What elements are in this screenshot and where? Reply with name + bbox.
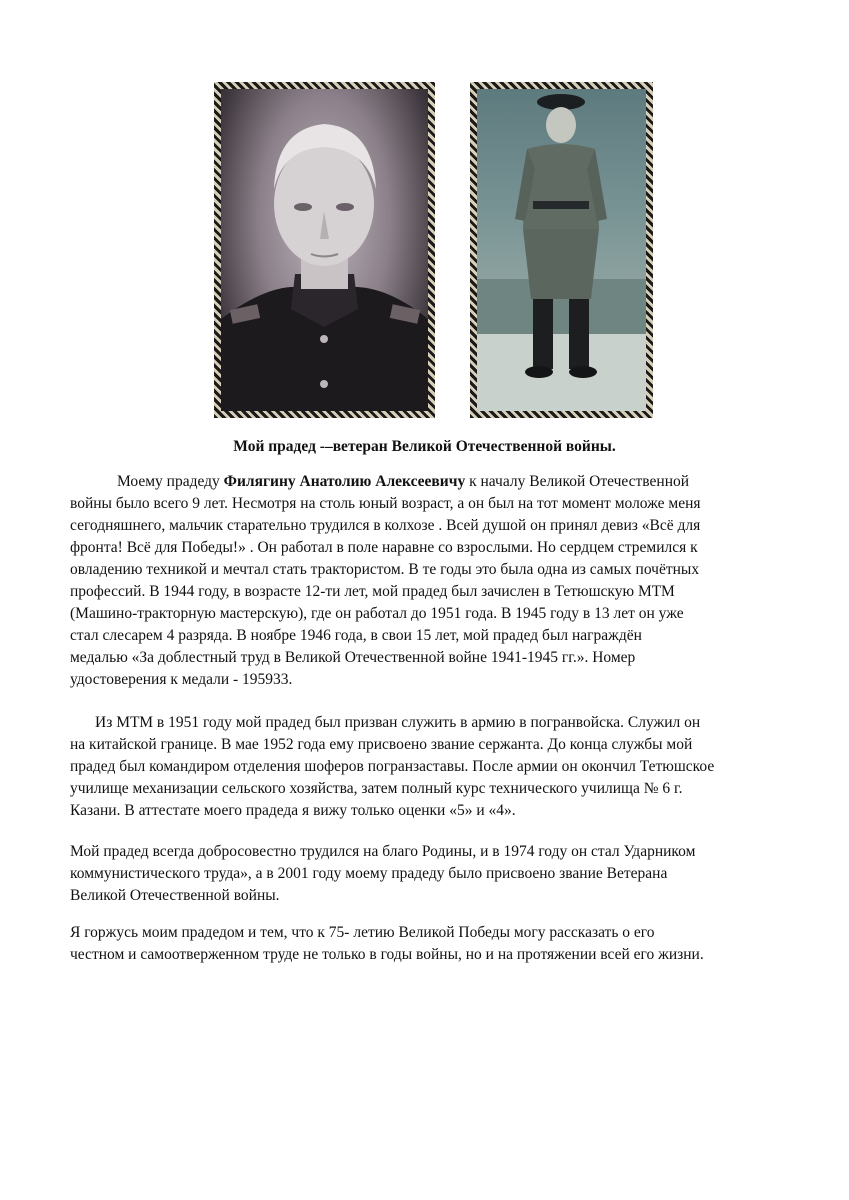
p2-line-5: Казани. В аттестате моего прадеда я вижу только оценки «5» и «4».	[70, 802, 516, 819]
portrait-photo-frame	[214, 82, 435, 418]
portrait-photo	[221, 89, 428, 411]
p1-line-8: стал слесарем 4 разряда. В ноябре 1946 года, в свои 15 лет, мой прадед был награждён	[70, 627, 642, 644]
p2-line-2: на китайской границе. В мае 1952 года ему присвоено звание сержанта. До конца службы мой	[70, 736, 693, 753]
p1-line-5: овладению техникой и мечтал стать трактористом. В те годы это была одна из самых почётных	[70, 561, 700, 578]
paragraph-3	[70, 841, 785, 907]
paragraph-1	[70, 471, 785, 691]
p2-line-3: прадед был командиром отделения шоферов погранзаставы. После армии он окончил Тетюшское	[70, 758, 715, 775]
paragraph-4	[70, 922, 785, 966]
p3-line-3: Великой Отечественной войны.	[70, 887, 280, 904]
p3-line-2: коммунистического труда», а в 2001 году моему прадеду было присвоено звание Ветерана	[70, 865, 668, 882]
soldier-photo	[477, 89, 646, 411]
p1-line-2: войны было всего 9 лет. Несмотря на столь юный возраст, а он был на тот момент моложе меня	[70, 495, 701, 512]
p2-line-1	[70, 712, 785, 734]
p1-line-10: удостоверения к медали - 195933.	[70, 671, 293, 688]
p3-line-1: Мой прадед всегда добросовестно трудился на благо Родины, и в 1974 году он стал Ударником	[70, 843, 696, 860]
p1-line-1-end: к началу Великой Отечественной	[465, 473, 690, 490]
p2-line-1-text: Из МТМ в 1951 году мой прадед был призван служить в армию в погранвойска. Служил он	[95, 714, 701, 731]
p1-line-1	[70, 471, 785, 493]
great-grandfather-name: Филягину Анатолию Алексеевичу	[223, 473, 466, 490]
p4-line-2: честном и самоотверженном труде не только в годы войны, но и на протяжении всей его жизни.	[70, 946, 704, 963]
p1-line-6: профессий. В 1944 году, в возрасте 12-ти лет, мой прадед был зачислен в Тетюшскую МТМ	[70, 583, 675, 600]
photo-caption: Мой прадед -–ветеран Великой Отечественной войны.	[233, 438, 616, 455]
paragraph-2	[70, 712, 785, 822]
p2-line-4: училище механизации сельского хозяйства, затем полный курс технического училища № 6 г.	[70, 780, 683, 797]
p1-line-4: фронта! Всё для Победы!» . Он работал в поле наравне со взрослыми. Но сердцем стремился к	[70, 539, 698, 556]
soldier-photo-frame	[470, 82, 653, 418]
p1-line-9: медалью «За доблестный труд в Великой Отечественной войне 1941-1945 гг.». Номер	[70, 649, 636, 666]
p4-line-1: Я горжусь моим прадедом и тем, что к 75- летию Великой Победы могу рассказать о его	[70, 924, 655, 941]
p1-line-3: сегодняшнего, мальчик старательно трудился в колхозе . Всей душой он принял девиз «Всё для	[70, 517, 701, 534]
p1-line-7: (Машино-тракторную мастерскую), где он работал до 1951 года. В 1945 году в 13 лет он уже	[70, 605, 684, 622]
p1-line-1-start: Моему прадеду	[117, 473, 224, 490]
